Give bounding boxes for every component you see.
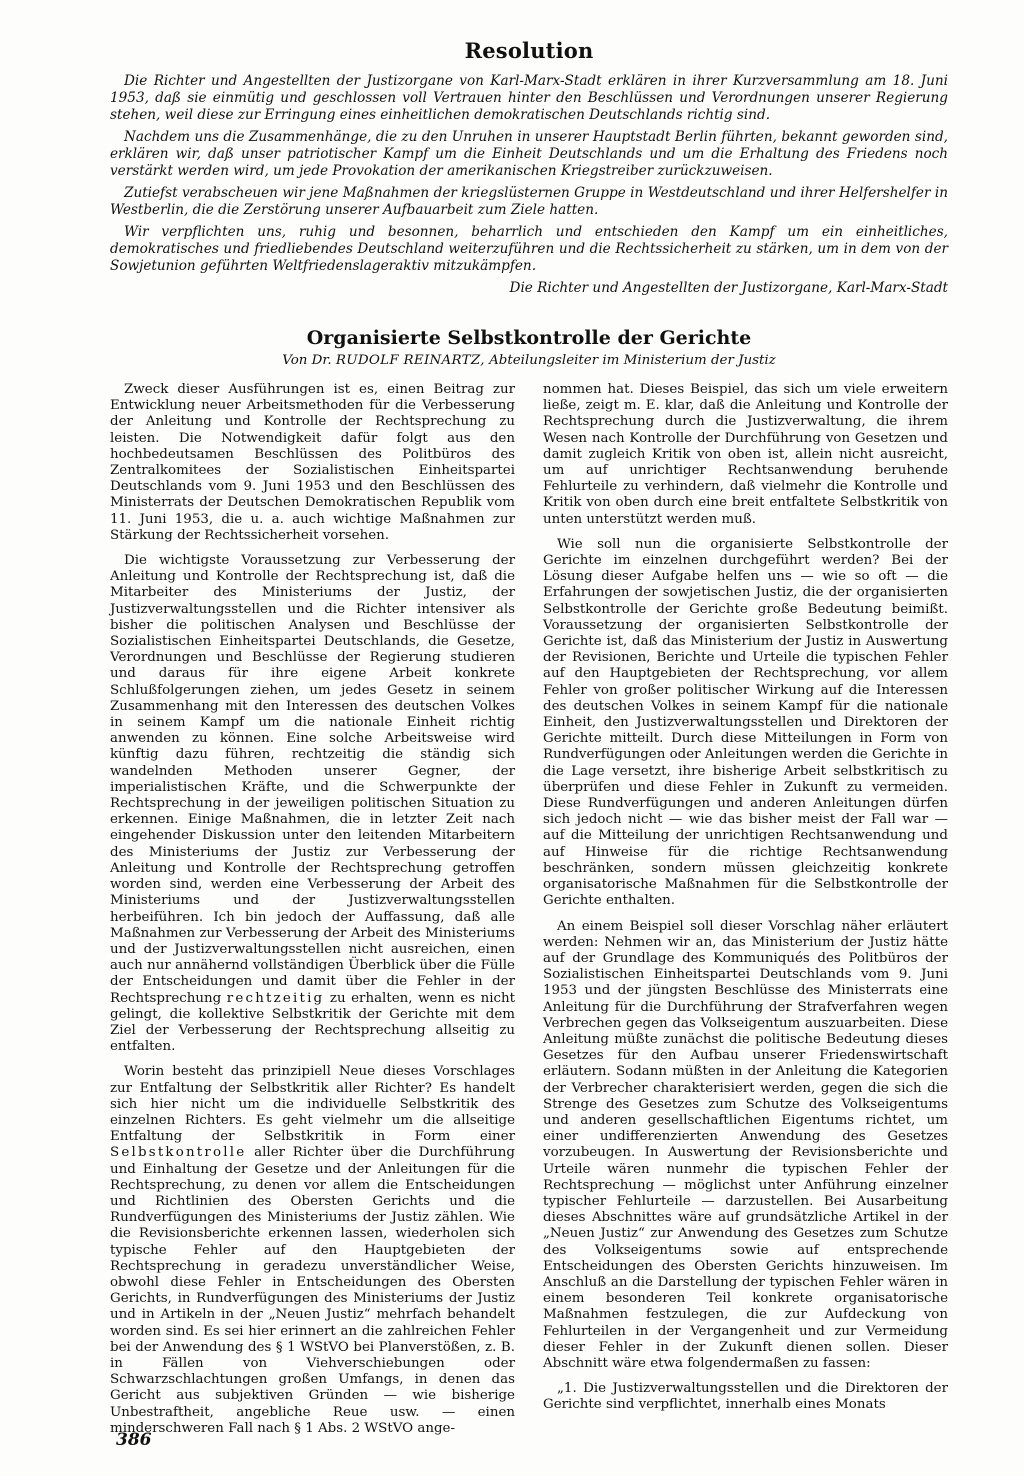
article-paragraph <box>110 553 515 1055</box>
article-columns <box>110 382 948 1446</box>
article-paragraph: nommen hat. Dieses Beispiel, das sich um viele erweitern ließe, zeigt m. E. klar, daß die Anleitung und Kontrolle der Rechtsprechung durch die Justizverwaltung, die ihrem Wesen nach Kontrolle der Durchführung von Gesetzen und damit zugleich Kritik von oben ist, allein nicht ausreicht, um auf unrichtiger Rechtsanwendung beruhende Fehlurteile zu verhindern, daß vielmehr die Kontrolle und Kritik von oben durch eine breit entfaltete Selbstkritik von unten unterstützt werden muß. <box>543 382 948 527</box>
paragraph-text: aller Richter über die Durchführung und Einhaltung der Gesetze und der Anleitungen für die Rechtsprechung, zu denen vor allem die Entscheidungen und Richtlinien des Obersten Gerichts und die Rundverfügungen des Ministeriums der Justiz zählen. Wie die Revisionsberichte erkennen lassen, wiederholen sich typische Fehler auf den Hauptgebieten der Rechtsprechung in geradezu unverständlicher Weise, obwohl diese Fehler in Entscheidungen des Obersten Gerichts, in Rundverfügungen des Ministeriums der Justiz und in Artikeln in der „Neuen Justiz“ mehrfach behandelt worden sind. Es sei hier erinnert an die zahlreichen Fehler bei der Anwendung des § 1 WStVO bei Planverstößen, z. B. in Fällen von Viehverschiebungen oder Schwarzschlachtungen großen Umfangs, in denen das Gericht aus subjektiven Gründen — wie bisherige Unbestraftheit, angebliche Reue usw. — einen minderschweren Fall nach § 1 Abs. 2 WStVO ange- <box>110 1145 515 1436</box>
paragraph-text: Worin besteht das prinzipiell Neue dieses Vorschlages zur Entfaltung der Selbstkritik aller Richter? Es handelt sich hier nicht um die individuelle Selbstkritik des einzelnen Richters. Es geht vielmehr um die allseitige Entfaltung der Selbstkritik in Form einer <box>110 1064 515 1145</box>
resolution-body <box>110 73 948 275</box>
left-column <box>110 382 515 1446</box>
article-title: Organisierte Selbstkontrolle der Gerichte <box>306 327 752 349</box>
resolution-paragraph: Die Richter und Angestellten der Justizorgane von Karl-Marx-Stadt erklären in ihrer Kurzversammlung am 18. Juni 1953, daß sie einmütig und geschlossen voll Vertrauen hinter den Beschlüssen und Verordnungen unserer Regierung stehen, weil diese zur Erringung eines einheitlichen demokratischen Deutschlands richtig sind. <box>110 73 948 123</box>
resolution-paragraph: Zutiefst verabscheuen wir jene Maßnahmen der kriegslüsternen Gruppe in Westdeutschland und ihrer Helfershelfer in Westberlin, die die Zerstörung unserer Aufbauarbeit zum Ziele hatten. <box>110 185 948 218</box>
page-number: 386 <box>116 1430 152 1450</box>
right-column <box>543 382 948 1446</box>
emphasis-selbstkontrolle: Selbstkontrolle <box>110 1145 247 1161</box>
resolution-section <box>110 38 948 297</box>
paragraph-text: Die wichtigste Voraussetzung zur Verbesserung der Anleitung und Kontrolle der Rechtsprechung ist, daß die Mitarbeiter des Ministeriums der Justiz, der Justizverwaltungsstellen und die Richter intensiver als bisher die politischen Analysen und Beschlüsse der Sozialistischen Einheitspartei Deutschlands, die Gesetze, Verordnungen und Beschlüsse der Regierung studieren und daraus für ihre eigene Arbeit konkrete Schlußfolgerungen ziehen, um jedes Gesetz in seinem Zusammenhang mit den Interessen des deutschen Volkes in seinem Kampf um die nationale Einheit richtig anwenden zu können. Eine solche Arbeitsweise wird künftig dazu führen, rechtzeitig die ständig sich wandelnden Methoden unserer Gegner, der imperialistischen Kräfte, und die Schwerpunkte der Rechtsprechung in der jeweiligen politischen Situation zu erkennen. Einige Maßnahmen, die in letzter Zeit nach eingehender Diskussion unter den leitenden Mitarbeitern des Ministeriums der Justiz zur Verbesserung der Anleitung und Kontrolle der Rechtsprechung getroffen worden sind, werden eine Verbesserung der Arbeit des Ministeriums und der Justizverwaltungsstellen herbeiführen. Ich bin jedoch der Auffassung, daß alle Maßnahmen zur Verbesserung der Arbeit des Ministeriums und der Justizverwaltungsstellen nicht ausreichen, einen auch nur annähernd vollständigen Überblick über die Fülle der Entscheidungen und damit über die Fehler in der Rechtsprechung <box>110 553 515 1006</box>
article-paragraph: Wie soll nun die organisierte Selbstkontrolle der Gerichte im einzelnen durchgeführt werden? Bei der Lösung dieser Aufgabe helfen uns — wie so oft — die Erfahrungen der sowjetischen Justiz, die der organisierten Selbstkontrolle der Gerichte große Bedeutung beimißt. Voraussetzung der organisierten Selbstkontrolle der Gerichte ist, daß das Ministerium der Justiz in Auswertung der Revisionen, Berichte und Urteile die typischen Fehler auf den Hauptgebieten der Rechtsprechung, vor allem Fehler von großer politischer Wirkung auf die Interessen des deutschen Volkes in seinem Kampf für die nationale Einheit, den Justizverwaltungsstellen und Direktoren der Gerichte mitteilt. Durch diese Mitteilungen in Form von Rundverfügungen oder Anleitungen werden die Gerichte in die Lage versetzt, ihre bisherige Arbeit selbstkritisch zu überprüfen und diese Fehler in Zukunft zu vermeiden. Diese Rundverfügungen und anderen Anleitungen dürfen sich jedoch nicht — wie das bisher meist der Fall war — auf die Mitteilung der unrichtigen Rechtsanwendung und auf Hinweise für die richtige Rechtsanwendung beschränken, sondern müssen gleichzeitig konkrete organisatorische Maßnahmen für die Selbstkontrolle der Gerichte enthalten. <box>543 536 948 909</box>
article-paragraph: Zweck dieser Ausführungen ist es, einen Beitrag zur Entwicklung neuer Arbeitsmethoden für die Verbesserung der Anleitung und Kontrolle der Rechtsprechung zu leisten. Die Notwendigkeit dafür folgt aus den hochbedeutsamen Beschlüssen des Politbüros des Zentralkomitees der Sozialistischen Einheitspartei Deutschlands vom 9. Juni 1953 und den Beschlüssen des Ministerrats der Deutschen Demokratischen Republik vom 11. Juni 1953, die u. a. auch wichtige Maßnahmen zur Stärkung der Rechtssicherheit vorsehen. <box>110 382 515 543</box>
article-byline <box>110 353 948 368</box>
article-section <box>110 327 948 1446</box>
article-paragraph <box>110 1064 515 1437</box>
paragraph-text: zu erhalten, wenn es nicht gelingt, die kollektive Selbstkritik der Gerichte mit dem Ziel der Verbesserung der Rechtsprechung allseitig zu entfalten. <box>110 990 516 1055</box>
byline-author: RUDOLF REINARTZ, <box>335 353 485 368</box>
resolution-title: Resolution <box>464 38 594 63</box>
resolution-paragraph: Wir verpflichten uns, ruhig und besonnen, beharrlich und entschieden den Kampf um ein einheitliches, demokratisches und friedliebendes Deutschland weiterzuführen und die Rechtssicherheit zu stärken, um in dem von der Sowjetunion geführten Weltfriedenslageraktiv mitzukämpfen. <box>110 224 948 274</box>
resolution-paragraph: Nachdem uns die Zusammenhänge, die zu den Unruhen in unserer Hauptstadt Berlin führten, bekannt geworden sind, erklären wir, daß unser patriotischer Kampf um die Einheit Deutschlands und um die Erhaltung des Friedens noch verstärkt werden wird, um jede Provokation der amerikanischen Kriegstreiber zurückzuweisen. <box>110 129 948 179</box>
emphasis-rechtzeitig: rechtzeitig <box>226 990 325 1006</box>
article-paragraph: „1. Die Justizverwaltungsstellen und die Direktoren der Gerichte sind verpflichtet, innerhalb eines Monats <box>543 1381 948 1413</box>
byline-prefix: Von Dr. <box>282 353 332 368</box>
resolution-signature: Die Richter und Angestellten der Justizorgane, Karl-Marx-Stadt <box>509 280 948 296</box>
byline-suffix: Abteilungsleiter im Ministerium der Justiz <box>489 353 776 368</box>
article-paragraph: An einem Beispiel soll dieser Vorschlag näher erläutert werden: Nehmen wir an, das Ministerium der Justiz hätte auf der Grundlage des Kommuniqués des Politbüros der Sozialistischen Einheitspartei Deutschlands vom 9. Juni 1953 und der jüngsten Beschlüsse des Ministerrats eine Anleitung für die Durchführung der Strafverfahren wegen Verbrechen gegen das Volkseigentum auszuarbeiten. Diese Anleitung müßte zunächst die politische Bedeutung dieses Gesetzes für den Aufbau unserer Friedenswirtschaft erläutern. Sodann müßten in der Anleitung die Kategorien der Verbrecher charakterisiert werden, gegen die sich die Strenge des Gesetzes zum Schutze des Volkseigentums und anderen gesellschaftlichen Eigentums richtet, um einer undifferenzierten Anwendung des Gesetzes vorzubeugen. In Auswertung der Revisionsberichte und Urteile wären nunmehr die typischen Fehler der Rechtsprechung — möglichst unter Anführung einzelner typischer Fehlurteile — darzustellen. Bei Ausarbeitung dieses Abschnittes wäre auf grundsätzliche Artikel in der „Neuen Justiz“ zur Anwendung des Gesetzes zum Schutze des Volkseigentums sowie auf entsprechende Entscheidungen des Obersten Gerichts hinzuweisen. Im Anschluß an die Darstellung der typischen Fehler wären in einem besonderen Teil konkrete organisatorische Maßnahmen festzulegen, die zur Aufdeckung von Fehlurteilen in der Vergangenheit und zur Vermeidung dieser Fehler in der Zukunft dienen sollen. Dieser Abschnitt wäre etwa folgendermaßen zu fassen: <box>543 918 948 1371</box>
